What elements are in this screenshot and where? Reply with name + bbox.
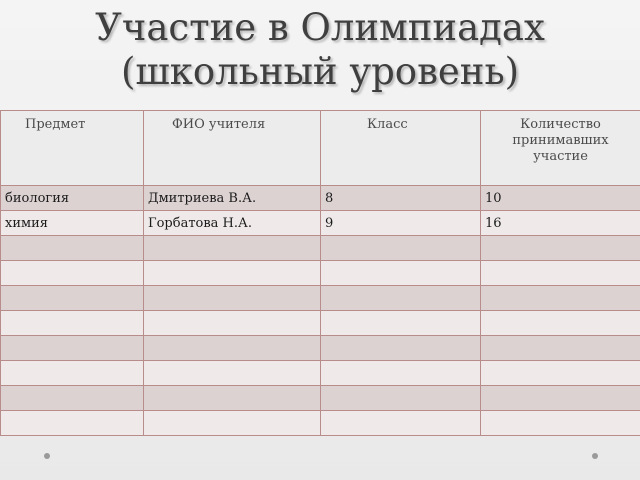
cell-subject xyxy=(1,311,144,336)
cell-teacher xyxy=(144,386,321,411)
cell-subject xyxy=(1,386,144,411)
cell-grade: 8 xyxy=(321,186,481,211)
table-row xyxy=(1,361,640,386)
cell-grade xyxy=(321,411,481,436)
cell-participants xyxy=(481,411,640,436)
cell-teacher: Горбатова Н.А. xyxy=(144,211,321,236)
table-header-row xyxy=(1,111,640,186)
slide-title xyxy=(0,6,640,94)
cell-grade xyxy=(321,286,481,311)
table-body xyxy=(1,186,640,436)
slide-footer xyxy=(0,453,640,461)
cell-teacher xyxy=(144,286,321,311)
cell-grade xyxy=(321,236,481,261)
cell-subject xyxy=(1,361,144,386)
cell-participants xyxy=(481,261,640,286)
cell-teacher xyxy=(144,236,321,261)
cell-subject xyxy=(1,286,144,311)
cell-subject xyxy=(1,236,144,261)
cell-participants: 16 xyxy=(481,211,640,236)
table-row xyxy=(1,386,640,411)
slide-title-line-1: Участие в Олимпиадах xyxy=(95,6,545,49)
cell-subject xyxy=(1,336,144,361)
slide-title-line-2: (школьный уровень) xyxy=(120,50,520,93)
olympiad-table xyxy=(0,110,640,436)
cell-subject: химия xyxy=(1,211,144,236)
table-row xyxy=(1,311,640,336)
header-subject: Предмет xyxy=(1,111,144,186)
cell-teacher xyxy=(144,261,321,286)
cell-participants xyxy=(481,336,640,361)
cell-participants xyxy=(481,386,640,411)
header-grade: Класс xyxy=(321,111,481,186)
cell-grade xyxy=(321,336,481,361)
cell-teacher xyxy=(144,411,321,436)
cell-participants xyxy=(481,361,640,386)
table-row xyxy=(1,236,640,261)
dot-icon xyxy=(592,453,598,459)
cell-subject xyxy=(1,261,144,286)
cell-teacher: Дмитриева В.А. xyxy=(144,186,321,211)
cell-participants xyxy=(481,286,640,311)
cell-grade: 9 xyxy=(321,211,481,236)
cell-grade xyxy=(321,361,481,386)
cell-participants: 10 xyxy=(481,186,640,211)
cell-participants xyxy=(481,236,640,261)
table-row xyxy=(1,261,640,286)
cell-grade xyxy=(321,311,481,336)
table-row xyxy=(1,186,640,211)
cell-teacher xyxy=(144,361,321,386)
table-row xyxy=(1,411,640,436)
cell-teacher xyxy=(144,336,321,361)
header-participants: Количество принимавших участие xyxy=(481,111,640,186)
cell-participants xyxy=(481,311,640,336)
cell-teacher xyxy=(144,311,321,336)
cell-grade xyxy=(321,386,481,411)
header-teacher: ФИО учителя xyxy=(144,111,321,186)
dot-icon xyxy=(44,453,50,459)
table-row xyxy=(1,211,640,236)
cell-subject xyxy=(1,411,144,436)
table-row xyxy=(1,286,640,311)
cell-subject: биология xyxy=(1,186,144,211)
cell-grade xyxy=(321,261,481,286)
table-row xyxy=(1,336,640,361)
